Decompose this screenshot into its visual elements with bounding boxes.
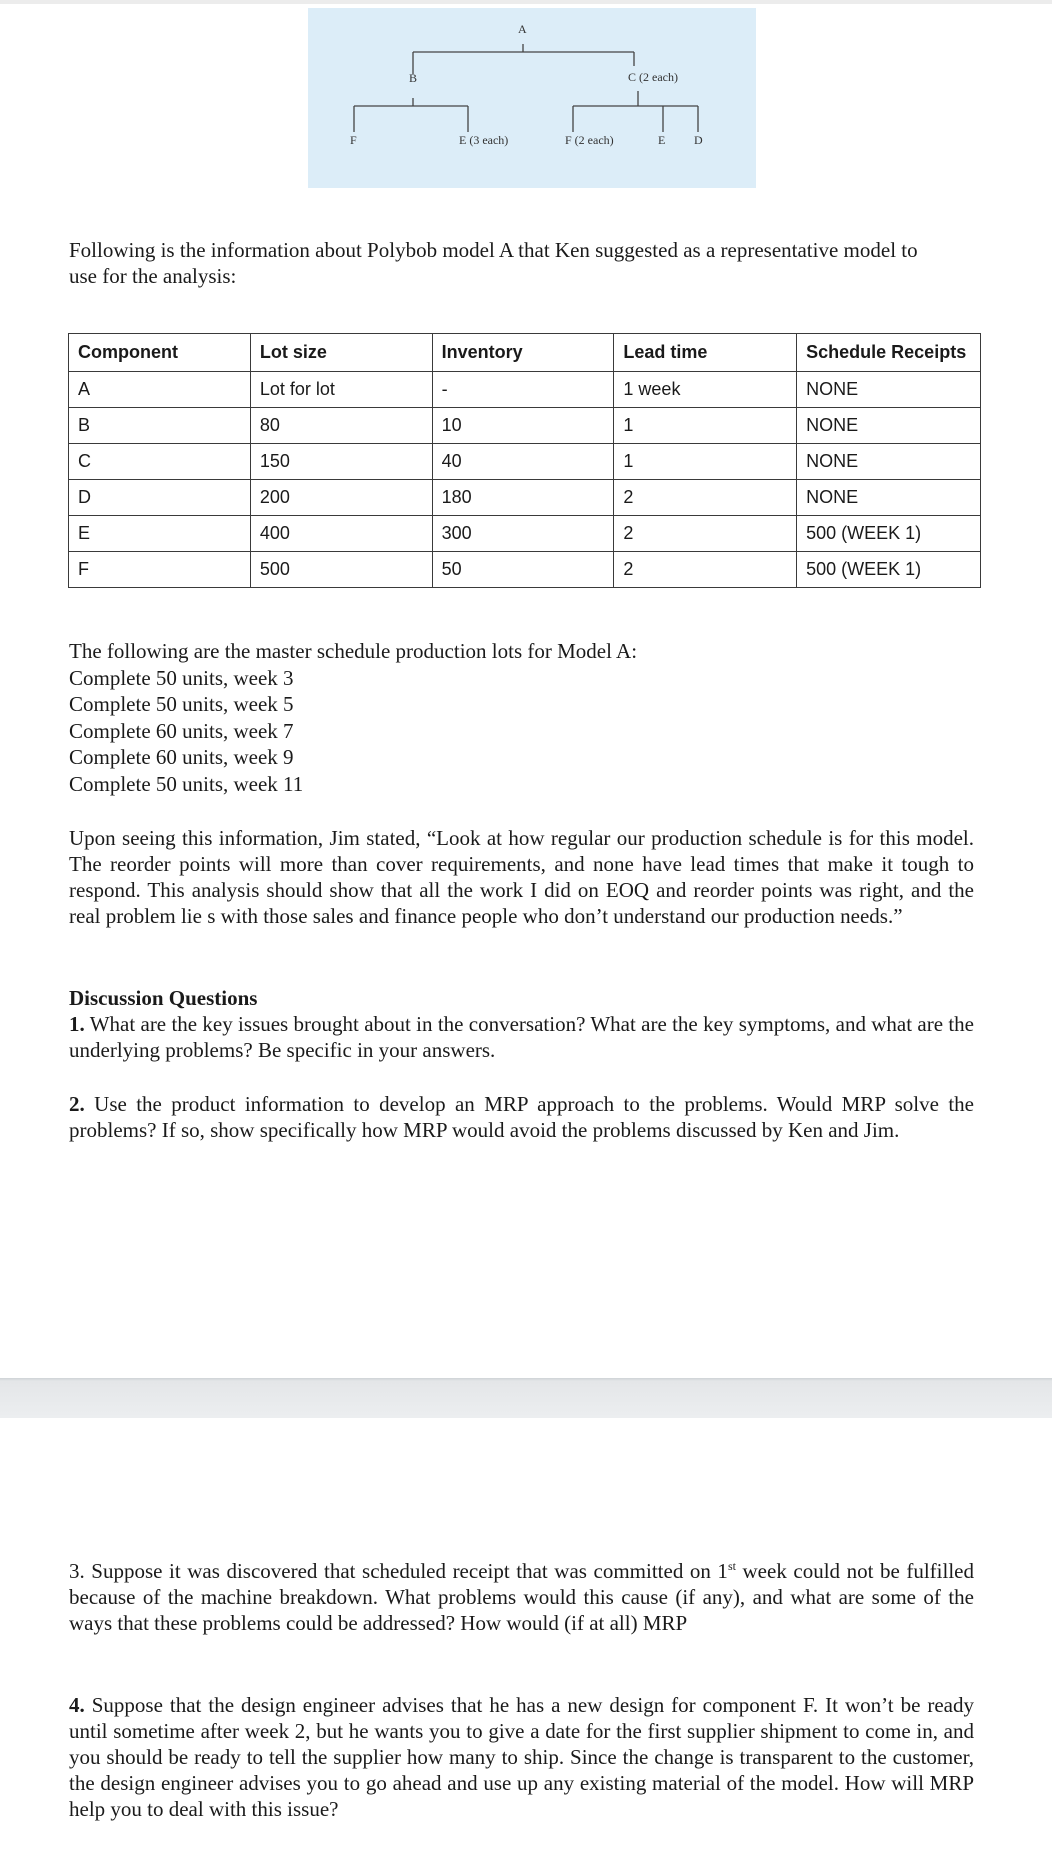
schedule-line: Complete 50 units, week 3	[69, 665, 294, 690]
schedule-line: Complete 60 units, week 7	[69, 718, 294, 743]
cell-component: C	[69, 444, 251, 480]
table-row	[69, 516, 981, 552]
schedule-heading: The following are the master schedule production lots for Model A:	[69, 639, 638, 663]
page-divider	[0, 1378, 1052, 1418]
table-row	[69, 552, 981, 588]
cell-inventory: 300	[432, 516, 614, 552]
node-a: A	[518, 22, 527, 36]
node-b: B	[409, 71, 418, 85]
question-1-text: What are the key issues brought about in the conversation? What are the key symptoms, and what are the underlying problems? Be specific in your answers.	[69, 1012, 975, 1062]
question-3-text-a: 3. Suppose it was discovered that scheduled receipt that was committed on 1	[69, 1559, 728, 1583]
table-row	[69, 408, 981, 444]
cell-schedule-receipts: NONE	[797, 480, 981, 516]
question-3	[69, 1558, 974, 1636]
master-schedule	[69, 638, 969, 797]
cell-schedule-receipts: NONE	[797, 444, 981, 480]
discussion-heading: Discussion Questions	[69, 986, 258, 1010]
cell-lot-size: 150	[250, 444, 432, 480]
jim-quote-paragraph: Upon seeing this information, Jim stated, “Look at how regular our production schedule is for this model. The reorder points will more than cover requirements, and none have lead times that make it tough to respond. This analysis should show that all the work I did on EOQ and reorder points was right, and the real problem lie s with those sales and finance people who don’t understand our production needs.”	[69, 826, 974, 928]
node-f-under-b: F	[350, 133, 357, 147]
question-2	[69, 1091, 974, 1143]
product-structure-diagram	[308, 8, 756, 188]
cell-inventory: 50	[432, 552, 614, 588]
question-3-text-b: week could not be fulfilled because of the machine breakdown. What problems would this cause (if any), and what are some of the ways that these problems could be addressed? How would (if at all) MRP	[69, 1559, 975, 1635]
intro-paragraph: Following is the information about Polybob model A that Ken suggested as a representative model to use for the analysis:	[69, 238, 918, 288]
question-3-superscript: st	[727, 1559, 736, 1573]
schedule-line: Complete 60 units, week 9	[69, 745, 294, 769]
cell-lead-time: 2	[614, 480, 797, 516]
cell-component: A	[69, 372, 251, 408]
cell-lot-size: 80	[250, 408, 432, 444]
question-1-number: 1.	[69, 1012, 85, 1036]
table-row	[69, 444, 981, 480]
discussion-questions	[69, 985, 974, 1063]
node-c: C (2 each)	[628, 70, 678, 84]
cell-lead-time: 1	[614, 444, 797, 480]
question-4-text: Suppose that the design engineer advises that he has a new design for component F. It won’t be ready until sometime after week 2, but he wants you to give a date for the first supplier shipment to come in, and you should be ready to tell the supplier how many to ship. Since the change is transparent to the customer, the design engineer advises you to go ahead and use up any existing material of the model. How will MRP help you to deal with this issue?	[69, 1693, 975, 1821]
header-lead-time: Lead time	[614, 334, 797, 372]
cell-lead-time: 2	[614, 516, 797, 552]
question-1	[69, 1011, 974, 1063]
node-e-under-c: E	[658, 133, 666, 147]
header-inventory: Inventory	[432, 334, 614, 372]
cell-component: B	[69, 408, 251, 444]
cell-lead-time: 2	[614, 552, 797, 588]
cell-lot-size: Lot for lot	[250, 372, 432, 408]
cell-lot-size: 200	[250, 480, 432, 516]
header-lot-size: Lot size	[250, 334, 432, 372]
tree-connectors	[308, 8, 756, 188]
cell-schedule-receipts: NONE	[797, 408, 981, 444]
schedule-line: Complete 50 units, week 11	[69, 771, 304, 796]
cell-lead-time: 1	[614, 408, 797, 444]
table-header-row	[69, 334, 981, 372]
top-border	[0, 0, 1052, 4]
question-4-number: 4.	[69, 1693, 85, 1717]
cell-schedule-receipts: 500 (WEEK 1)	[797, 552, 981, 588]
header-component: Component	[69, 334, 251, 372]
cell-lead-time: 1 week	[614, 372, 797, 408]
cell-schedule-receipts: NONE	[797, 372, 981, 408]
schedule-line: Complete 50 units, week 5	[69, 692, 294, 716]
cell-lot-size: 500	[250, 552, 432, 588]
cell-lot-size: 400	[250, 516, 432, 552]
cell-component: E	[69, 516, 251, 552]
table-row	[69, 480, 981, 516]
header-schedule-receipts: Schedule Receipts	[797, 334, 981, 372]
table-row	[69, 372, 981, 408]
cell-component: F	[69, 552, 251, 588]
node-d-under-c: D	[694, 133, 703, 147]
cell-inventory: -	[432, 372, 614, 408]
question-2-text: Use the product information to develop an MRP approach to the problems. Would MRP solve the problems? If so, show specifically how MRP would avoid the problems discussed by Ken and Jim.	[69, 1092, 975, 1142]
cell-inventory: 40	[432, 444, 614, 480]
question-4	[69, 1692, 974, 1822]
node-e-under-b: E (3 each)	[459, 133, 509, 147]
cell-schedule-receipts: 500 (WEEK 1)	[797, 516, 981, 552]
cell-inventory: 10	[432, 408, 614, 444]
node-f-under-c: F (2 each)	[565, 133, 614, 147]
question-2-number: 2.	[69, 1092, 85, 1116]
cell-component: D	[69, 480, 251, 516]
component-table	[68, 333, 981, 588]
cell-inventory: 180	[432, 480, 614, 516]
